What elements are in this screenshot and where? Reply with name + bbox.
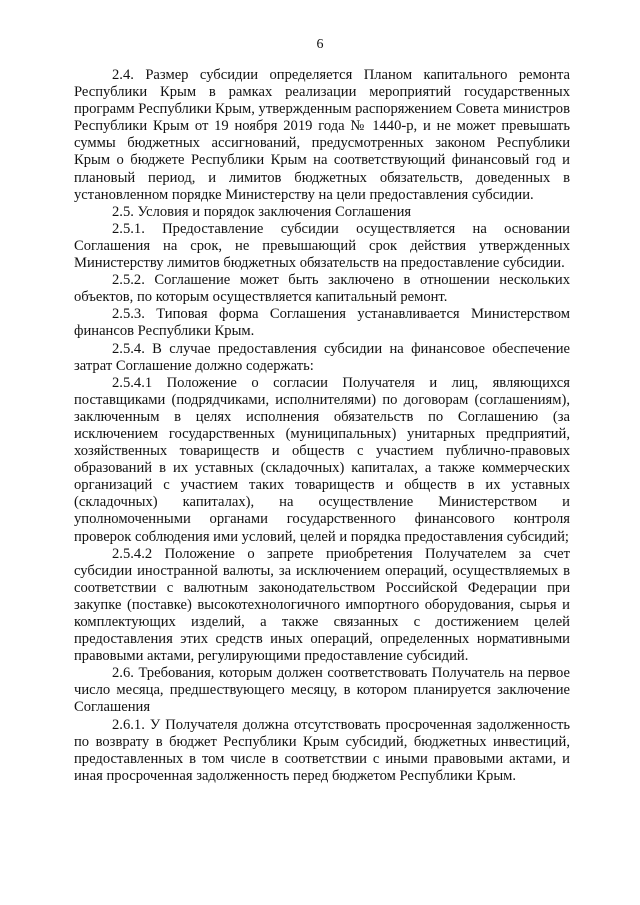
paragraph-2-5-4: 2.5.4. В случае предоставления субсидии на финансовое обеспечение затрат Соглашение должно содержать:	[74, 340, 570, 374]
paragraph-2-4: 2.4. Размер субсидии определяется Планом капитального ремонта Республики Крым в рамках реализации мероприятий государственных программ Республики Крым, утвержденным распоряжением Совета министров Республики Крым от 19 ноября 2019 года № 1440-р, и не может превышать суммы бюджетных ассигнований, предусмотренных законом Республики Крым о бюджете Республики Крым на соответствующий финансовый год и плановый период, и лимитов бюджетных обязательств, доведенных в установленном порядке Министерству на цели предоставления субсидии.	[74, 67, 570, 203]
paragraph-2-5-4-1: 2.5.4.1 Положение о согласии Получателя и лиц, являющихся поставщиками (подрядчиками, исполнителями) по договорам (соглашениям), заключенным в целях исполнения обязательств по Соглашению (за исключением государственных (муниципальных) унитарных предприятий, хозяйственных товариществ и обществ с участием публично-правовых образований в их уставных (складочных) капиталах, а также коммерческих организаций с участием таких товариществ и обществ в их уставных (складочных) капиталах), на осуществление Министерством и уполномоченными органами государственного финансового контроля проверок соблюдения ими условий, целей и порядка предоставления субсидий;	[74, 374, 570, 545]
paragraph-2-6: 2.6. Требования, которым должен соответствовать Получатель на первое число месяца, предшествующего месяцу, в котором планируется заключение Соглашения	[74, 665, 570, 716]
paragraph-2-5-4-2: 2.5.4.2 Положение о запрете приобретения Получателем за счет субсидии иностранной валюты, за исключением операций, осуществляемых в соответствии с валютным законодательством Российской Федерации при закупке (поставке) высокотехнологичного импортного оборудования, сырья и комплектующих изделий, а также связанных с достижением целей предоставления этих средств иных операций, определенных нормативными правовыми актами, регулирующими предоставление субсидий.	[74, 545, 570, 665]
paragraph-2-5: 2.5. Условия и порядок заключения Соглашения	[112, 203, 412, 220]
paragraph-2-5-2: 2.5.2. Соглашение может быть заключено в отношении нескольких объектов, по которым осуществляется капитальный ремонт.	[74, 272, 570, 306]
document-body	[74, 67, 570, 785]
paragraph-2-5-1: 2.5.1. Предоставление субсидии осуществляется на основании Соглашения на срок, не превышающий срок действия утвержденных Министерству лимитов бюджетных обязательств на предоставление субсидии.	[74, 220, 570, 272]
page-number: 6	[316, 37, 324, 52]
paragraph-2-5-3: 2.5.3. Типовая форма Соглашения устанавливается Министерством финансов Республики Крым.	[74, 306, 570, 340]
paragraph-2-6-1: 2.6.1. У Получателя должна отсутствовать просроченная задолженность по возврату в бюджет Республики Крым субсидий, бюджетных инвестиций, предоставленных в том числе в соответствии с иными правовыми актами, и иная просроченная задолженность перед бюджетом Республики Крым.	[74, 716, 570, 784]
